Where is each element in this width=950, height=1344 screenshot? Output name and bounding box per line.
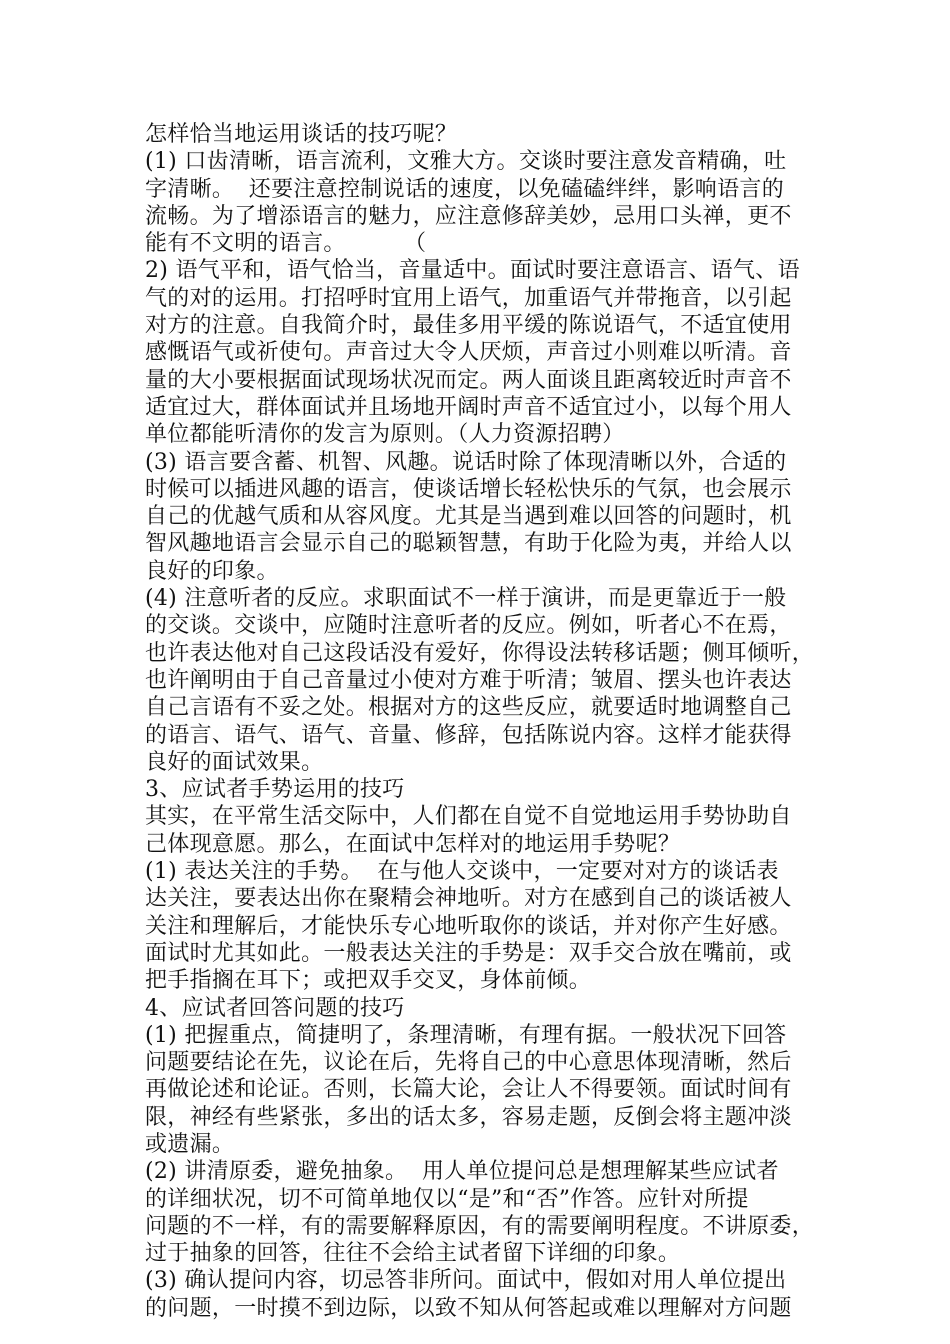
text-line: 关注和理解后，才能快乐专心地听取你的谈话，并对你产生好感。	[145, 913, 792, 939]
text-line: 能有不文明的语言。 （	[145, 231, 427, 257]
text-line: 良好的面试效果。	[145, 749, 324, 775]
text-line: 智风趣地语言会显示自己的聪颖智慧，有助于化险为夷，并给人以	[145, 531, 792, 557]
text-line: 把手指搁在耳下；或把双手交叉，身体前倾。	[145, 968, 592, 994]
text-line: 适宜过大，群体面试并且场地开阔时声音不适宜过小，以每个用人	[145, 394, 792, 420]
text-line: 字清晰。 还要注意控制说话的速度，以免磕磕绊绊，影响语言的	[145, 176, 784, 202]
text-line: 2) 语气平和，语气恰当，音量适中。面试时要注意语言、语气、语	[145, 258, 800, 284]
text-line: 己体现意愿。那么，在面试中怎样对的地运用手势呢？	[145, 831, 681, 857]
text-line: (3) 确认提问内容，切忌答非所问。面试中，假如对用人单位提出	[145, 1268, 787, 1294]
text-line: 的问题，一时摸不到边际，以致不知从何答起或难以理解对方问题	[145, 1295, 792, 1321]
text-line: 问题要结论在先，议论在后，先将自己的中心意思体现清晰，然后	[145, 1050, 792, 1076]
text-line: 自己言语有不妥之处。根据对方的这些反应，就要适时地调整自己	[145, 695, 792, 721]
text-line: 对方的注意。自我简介时，最佳多用平缓的陈说语气，不适宜使用	[145, 313, 792, 339]
text-line: 面试时尤其如此。一般表达关注的手势是：双手交合放在嘴前，或	[145, 940, 792, 966]
document-body	[145, 121, 815, 1322]
text-line: 4、应试者回答问题的技巧	[145, 995, 405, 1021]
text-line: 其实，在平常生活交际中，人们都在自觉不自觉地运用手势协助自	[145, 804, 792, 830]
text-line: 流畅。为了增添语言的魅力，应注意修辞美妙，忌用口头禅，更不	[145, 203, 792, 229]
text-line: (1) 表达关注的手势。 在与他人交谈中，一定要对对方的谈话表	[145, 859, 779, 885]
text-line: 也许阐明由于自己音量过小使对方难于听清；皱眉、摆头也许表达	[145, 667, 792, 693]
text-line: 或遗漏。	[145, 1131, 235, 1157]
text-line: 过于抽象的回答，往往不会给主试者留下详细的印象。	[145, 1241, 681, 1267]
text-line: 的详细状况，切不可简单地仅以“是”和“否”作答。应针对所提	[145, 1186, 749, 1212]
text-line: 良好的印象。	[145, 558, 279, 584]
text-line: 问题的不一样，有的需要解释原因，有的需要阐明程度。不讲原委，	[145, 1213, 815, 1239]
text-line: 再做论述和论证。否则，长篇大论，会让人不得要领。面试时间有	[145, 1077, 792, 1103]
text-line: 的语言、语气、语气、音量、修辞，包括陈说内容。这样才能获得	[145, 722, 792, 748]
text-line: 气的对的运用。打招呼时宜用上语气，加重语气并带拖音，以引起	[145, 285, 792, 311]
text-line: 怎样恰当地运用谈话的技巧呢？	[145, 122, 458, 147]
text-line: (1) 把握重点，简捷明了，条理清晰，有理有据。一般状况下回答	[145, 1022, 787, 1048]
text-line: 时候可以插进风趣的语言，使谈话增长轻松快乐的气氛，也会展示	[145, 476, 792, 502]
text-line: 感慨语气或祈使句。声音过大令人厌烦，声音过小则难以听清。音	[145, 340, 792, 366]
text-line: (1) 口齿清晰，语言流利，文雅大方。交谈时要注意发音精确，吐	[145, 149, 787, 175]
text-line: 达关注，要表达出你在聚精会神地听。对方在感到自己的谈话被人	[145, 886, 792, 912]
text-line: 限，神经有些紧张，多出的话太多，容易走题，反倒会将主题冲淡	[145, 1104, 792, 1130]
text-line: 也许表达他对自己这段话没有爱好，你得设法转移话题；侧耳倾听，	[145, 640, 815, 666]
text-line: 3、应试者手势运用的技巧	[145, 777, 405, 803]
text-line: (2) 讲清原委，避免抽象。 用人单位提问总是想理解某些应试者	[145, 1159, 779, 1185]
text-line: (4) 注意听者的反应。求职面试不一样于演讲，而是更靠近于一般	[145, 586, 787, 612]
text-line: (3) 语言要含蓄、机智、风趣。说话时除了体现清晰以外，合适的	[145, 449, 787, 475]
text-line: 自己的优越气质和从容风度。尤其是当遇到难以回答的问题时，机	[145, 504, 792, 530]
text-line: 的交谈。交谈中，应随时注意听者的反应。例如，听者心不在焉，	[145, 613, 792, 639]
text-line: 量的大小要根据面试现场状况而定。两人面谈且距离较近时声音不	[145, 367, 792, 393]
text-line: 单位都能听清你的发言为原则。（人力资源招聘）	[145, 422, 625, 448]
